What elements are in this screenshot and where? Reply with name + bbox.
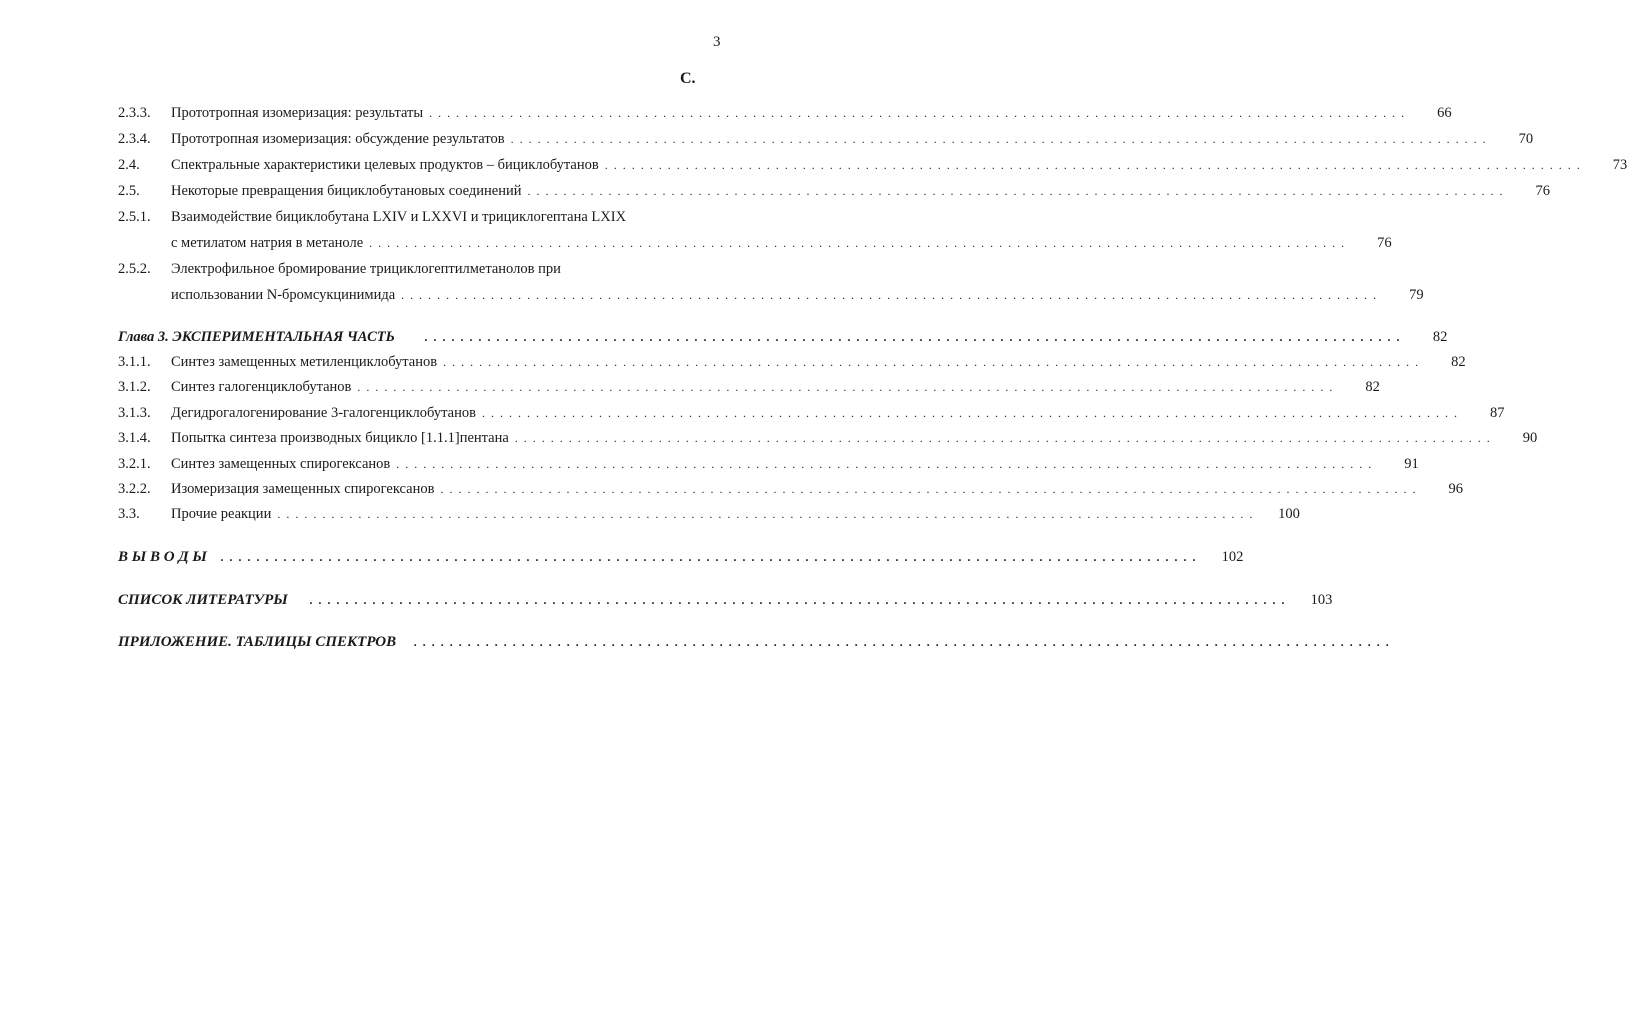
toc-entry-title: Спектральные характеристики целевых продуктов – бициклобутанов [171,157,599,173]
toc-entry [118,260,700,278]
toc-entry-number: 3.2.2. [118,481,151,497]
toc-entry-continuation [118,234,1392,252]
toc-entry [118,429,1538,447]
leader-dots [515,429,1492,447]
leader-dots [425,328,1402,346]
page-column-label: С. [680,70,696,87]
toc-entry-number: 2.3.3. [118,105,151,121]
toc-entry-title: Прототропная изомеризация: результаты [171,105,424,121]
chapter-title: Глава 3. ЭКСПЕРИМЕНТАЛЬНАЯ ЧАСТЬ [118,329,395,345]
leader-dots [277,505,1254,523]
toc-entry-page: 90 [1522,430,1538,446]
toc-entry-number: 3.1.2. [118,379,151,395]
toc-entry-title: Электрофильное бромирование трициклогептилметанолов при [171,261,561,277]
toc-entry-page: 102 [1221,549,1244,565]
toc-entry-number: 2.3.4. [118,131,151,147]
toc-entry-number: 3.2.1. [118,456,151,472]
toc-entry-title: Изомеризация замещенных спирогексанов [171,481,435,497]
toc-entry [118,130,1534,148]
toc-entry [118,104,1452,122]
toc-entry-number: 2.5. [118,183,140,199]
toc-entry-number: 3.1.3. [118,405,151,421]
toc-entry-page: 100 [1278,506,1300,522]
toc-references [118,591,1333,609]
toc-entry-title: Прочие реакции [171,506,272,522]
leader-dots [443,353,1420,371]
toc-entry [118,404,1505,422]
toc-entry-page: 82 [1365,379,1380,395]
toc-conclusions [118,548,1244,566]
leader-dots [396,455,1373,473]
toc-entry-continuation [118,286,1424,304]
toc-entry-title: Синтез замещенных метиленциклобутанов [171,354,438,370]
toc-entry-number: 2.4. [118,157,140,173]
page-number: 3 [713,34,721,50]
leader-dots [414,633,1391,651]
toc-entry-page: 76 [1535,183,1551,199]
toc-entry-page: 82 [1451,354,1466,370]
toc-entry-title-cont: с метилатом натрия в метаноле [171,235,364,251]
toc-entry-page: 82 [1432,329,1448,345]
toc-entry-title: Прототропная изомеризация: обсуждение результатов [171,131,505,147]
toc-entry-page: 87 [1489,405,1505,421]
leader-dots [482,404,1459,422]
toc-entry-title: Синтез галогенциклобутанов [171,379,352,395]
leader-dots [528,182,1505,200]
toc-entry-page: 79 [1409,287,1424,303]
toc-entry-title-cont: использовании N-бромсукцинимида [171,287,396,303]
toc-entry-page: 76 [1377,235,1392,251]
toc-entry [118,156,1628,174]
toc-entry-page: 96 [1448,481,1463,497]
leader-dots [310,591,1287,609]
conclusions-title: В Ы В О Д Ы [118,549,207,565]
leader-dots [401,286,1378,304]
toc-entry-page: 73 [1612,157,1628,173]
toc-entry [118,182,1551,200]
leader-dots [440,480,1417,498]
toc-chapter-heading [118,328,1448,346]
toc-entry-title: Попытка синтеза производных бицикло [1.1.1]пентана [171,430,509,446]
toc-entry [118,208,700,226]
leader-dots [369,234,1346,252]
toc-entry-number: 3.1.4. [118,430,151,446]
toc-entry-page: 91 [1404,456,1419,472]
toc-entry-title: Синтез замещенных спирогексанов [171,456,391,472]
toc-entry-title: Взаимодействие бициклобутана LXIV и LXXVI и трициклогептана LXIX [171,209,627,225]
toc-entry-title: Некоторые превращения бициклобутановых соединений [171,183,522,199]
toc-entry-page: 66 [1437,105,1452,121]
toc-entry-number: 2.5.1. [118,209,151,225]
leader-dots [429,104,1406,122]
appendix-title: ПРИЛОЖЕНИЕ. ТАБЛИЦЫ СПЕКТРОВ [118,634,397,650]
leader-dots [357,378,1334,396]
references-title: СПИСОК ЛИТЕРАТУРЫ [118,592,288,608]
toc-entry-page: 103 [1310,592,1333,608]
toc-entry [118,455,1419,473]
toc-entry-number: 3.1.1. [118,354,151,370]
toc-entry-number: 2.5.2. [118,261,151,277]
toc-appendix [118,633,700,651]
toc-entry [118,353,1466,371]
toc-entry-number: 3.3. [118,506,140,522]
leader-dots [221,548,1198,566]
toc-entry-page: 70 [1518,131,1534,147]
toc-entry-title: Дегидрогалогенирование 3-галогенциклобутанов [171,405,476,421]
toc-entry [118,480,1463,498]
leader-dots [605,156,1582,174]
toc-entry [118,505,1300,523]
leader-dots [511,130,1488,148]
toc-entry [118,378,1380,396]
